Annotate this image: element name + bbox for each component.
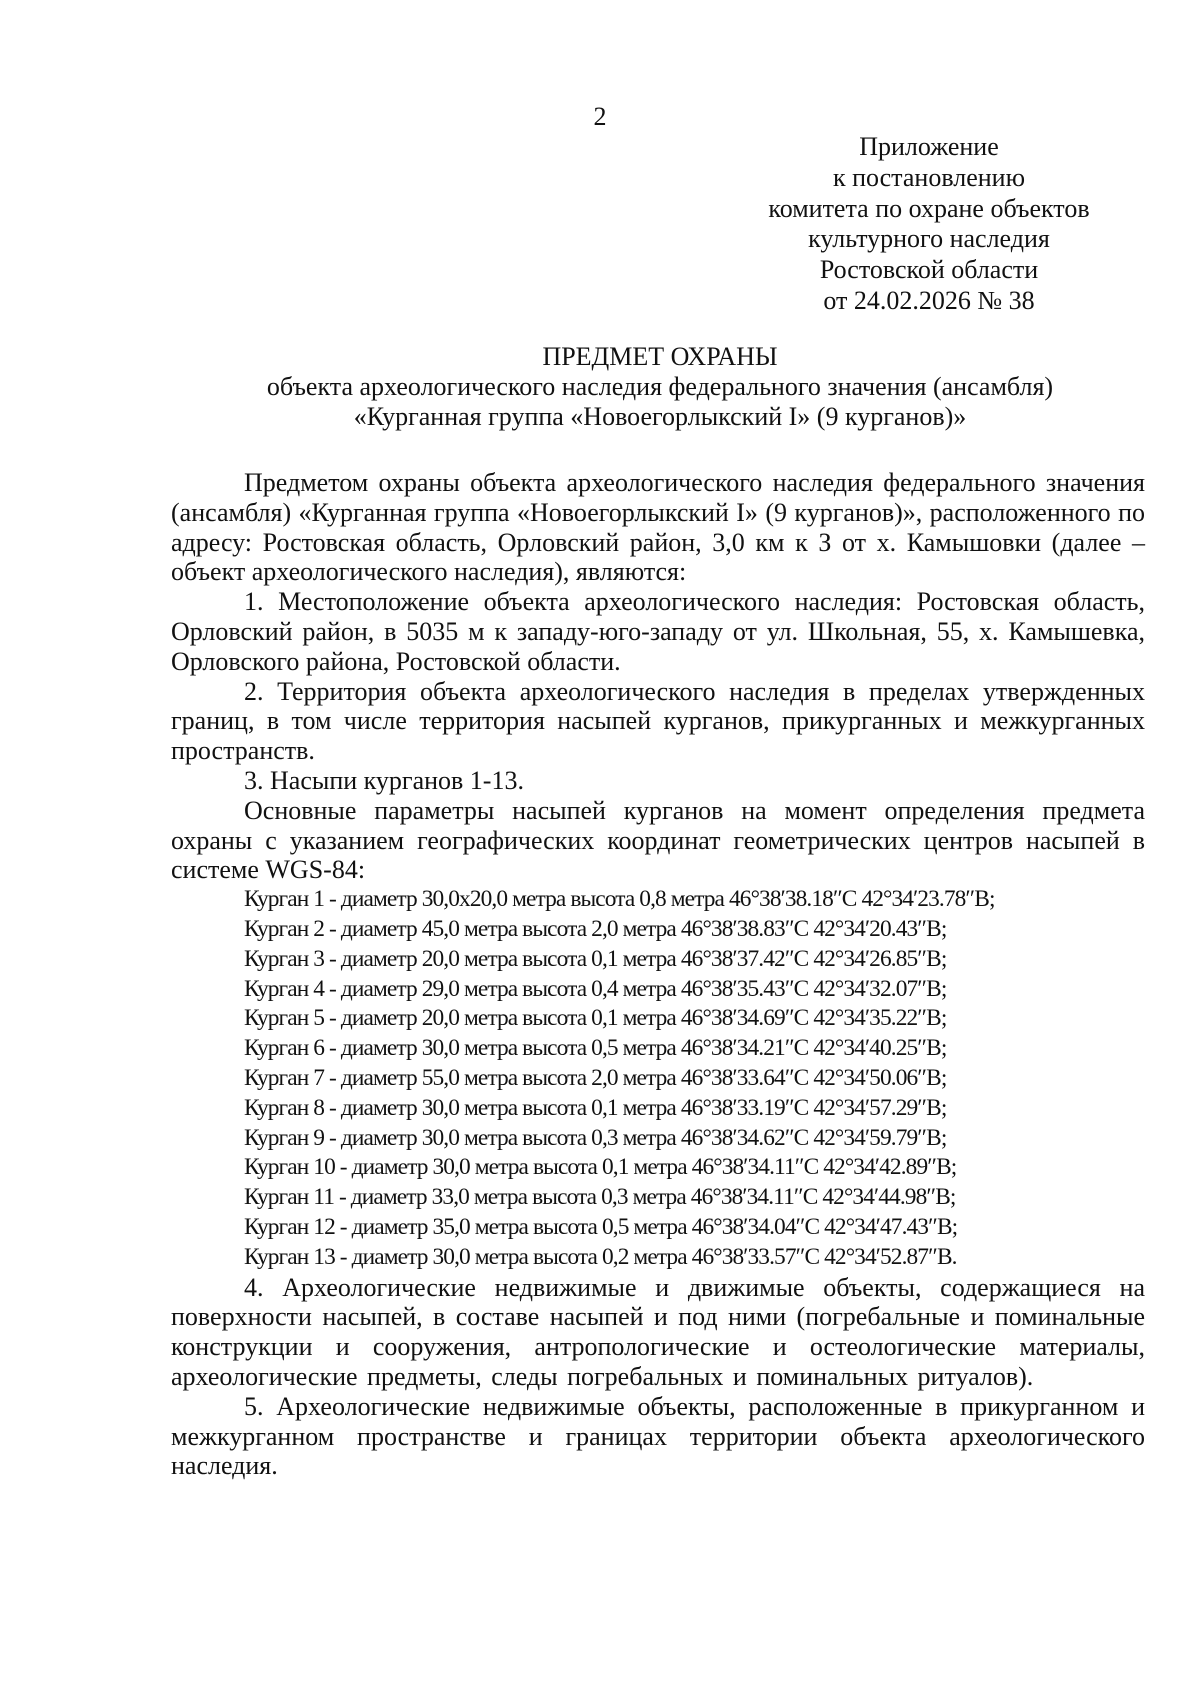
barrow-item: Курган 3 - диаметр 20,0 метра высота 0,1 метра 46°38′37.42″С 42°34′26.85″В;: [244, 945, 947, 972]
title-subline: объекта археологического наследия федерального значения (ансамбля): [266, 372, 1054, 401]
barrow-item: Курган 10 - диаметр 30,0 метра высота 0,1 метра 46°38′34.11″С 42°34′42.89″В;: [244, 1154, 957, 1181]
title-subline: «Курганная группа «Новоегорлыкский I» (9 курганов)»: [353, 402, 967, 431]
appendix-line: культурного наследия: [808, 224, 1050, 254]
barrow-list: [171, 885, 1145, 1272]
document-title: [160, 342, 1160, 432]
item-objects-paragraph: 4. Археологические недвижимые и движимые объекты, содержащиеся на поверхности насыпей, в составе насыпей и под ними (погребальные и поминальные конструкции и сооружения, антропологические и остеологические материалы, археологические предметы, следы погребальных и поминальных ритуалов).: [171, 1272, 1145, 1391]
appendix-line: Ростовской области: [819, 255, 1039, 285]
barrow-item: Курган 13 - диаметр 30,0 метра высота 0,2 метра 46°38′33.57″С 42°34′52.87″В.: [244, 1243, 957, 1270]
item-surroundings-paragraph: 5. Археологические недвижимые объекты, расположенные в прикурганном и межкурганном пространстве и границах территории объекта археологического наследия.: [171, 1391, 1145, 1481]
barrow-item: Курган 4 - диаметр 29,0 метра высота 0,4 метра 46°38′35.43″С 42°34′32.07″В;: [244, 975, 947, 1002]
item-location-paragraph: 1. Местоположение объекта археологического наследия: Ростовская область, Орловский район, в 5035 м к западу-юго-западу от ул. Школьная, 55, х. Камышевка, Орловского района, Ростовской области.: [171, 587, 1145, 676]
appendix-line: к постановлению: [832, 162, 1026, 192]
item-territory-paragraph: 2. Территория объекта археологического наследия в пределах утвержденных границ, в том числе территория насыпей курганов, прикурганных и межкурганных пространств.: [171, 676, 1145, 766]
barrow-item: Курган 2 - диаметр 45,0 метра высота 2,0 метра 46°38′38.83″С 42°34′20.43″В;: [244, 915, 947, 942]
barrow-item: Курган 11 - диаметр 33,0 метра высота 0,3 метра 46°38′34.11″С 42°34′44.98″В;: [244, 1184, 956, 1211]
barrow-item: Курган 9 - диаметр 30,0 метра высота 0,3 метра 46°38′34.62″С 42°34′59.79″В;: [244, 1124, 947, 1151]
barrow-item: Курган 5 - диаметр 20,0 метра высота 0,1 метра 46°38′34.69″С 42°34′35.22″В;: [244, 1005, 947, 1032]
appendix-header: [740, 132, 1118, 317]
page-number: 2: [593, 102, 607, 131]
intro-paragraph: Предметом охраны объекта археологического наследия федерального значения (ансамбля) «Курганная группа «Новоегорлыкский I» (9 курганов)», расположенного по адресу: Ростовская область, Орловский район, 3,0 км к З от х. Камышовки (далее – объект археологического наследия), являются:: [171, 468, 1145, 587]
barrow-item: Курган 12 - диаметр 35,0 метра высота 0,5 метра 46°38′34.04″С 42°34′47.43″В;: [244, 1213, 958, 1240]
appendix-line: от 24.02.2026 № 38: [823, 285, 1035, 315]
parameters-intro-paragraph: Основные параметры насыпей курганов на момент определения предмета охраны с указанием географических координат геометрических центров насыпей в системе WGS-84:: [171, 795, 1145, 885]
appendix-line: комитета по охране объектов: [768, 193, 1090, 223]
barrow-item: Курган 1 - диаметр 30,0х20,0 метра высота 0,8 метра 46°38′38.18″С 42°34′23.78″В;: [244, 886, 995, 913]
appendix-line: Приложение: [859, 132, 999, 161]
barrow-item: Курган 7 - диаметр 55,0 метра высота 2,0 метра 46°38′33.64″С 42°34′50.06″В;: [244, 1064, 947, 1091]
document-body: [171, 468, 1145, 1481]
barrow-item: Курган 6 - диаметр 30,0 метра высота 0,5 метра 46°38′34.21″С 42°34′40.25″В;: [244, 1035, 947, 1062]
title-heading: ПРЕДМЕТ ОХРАНЫ: [542, 342, 778, 371]
barrow-item: Курган 8 - диаметр 30,0 метра высота 0,1 метра 46°38′33.19″С 42°34′57.29″В;: [244, 1094, 947, 1121]
item-mounds-paragraph: 3. Насыпи курганов 1-13.: [244, 765, 524, 795]
